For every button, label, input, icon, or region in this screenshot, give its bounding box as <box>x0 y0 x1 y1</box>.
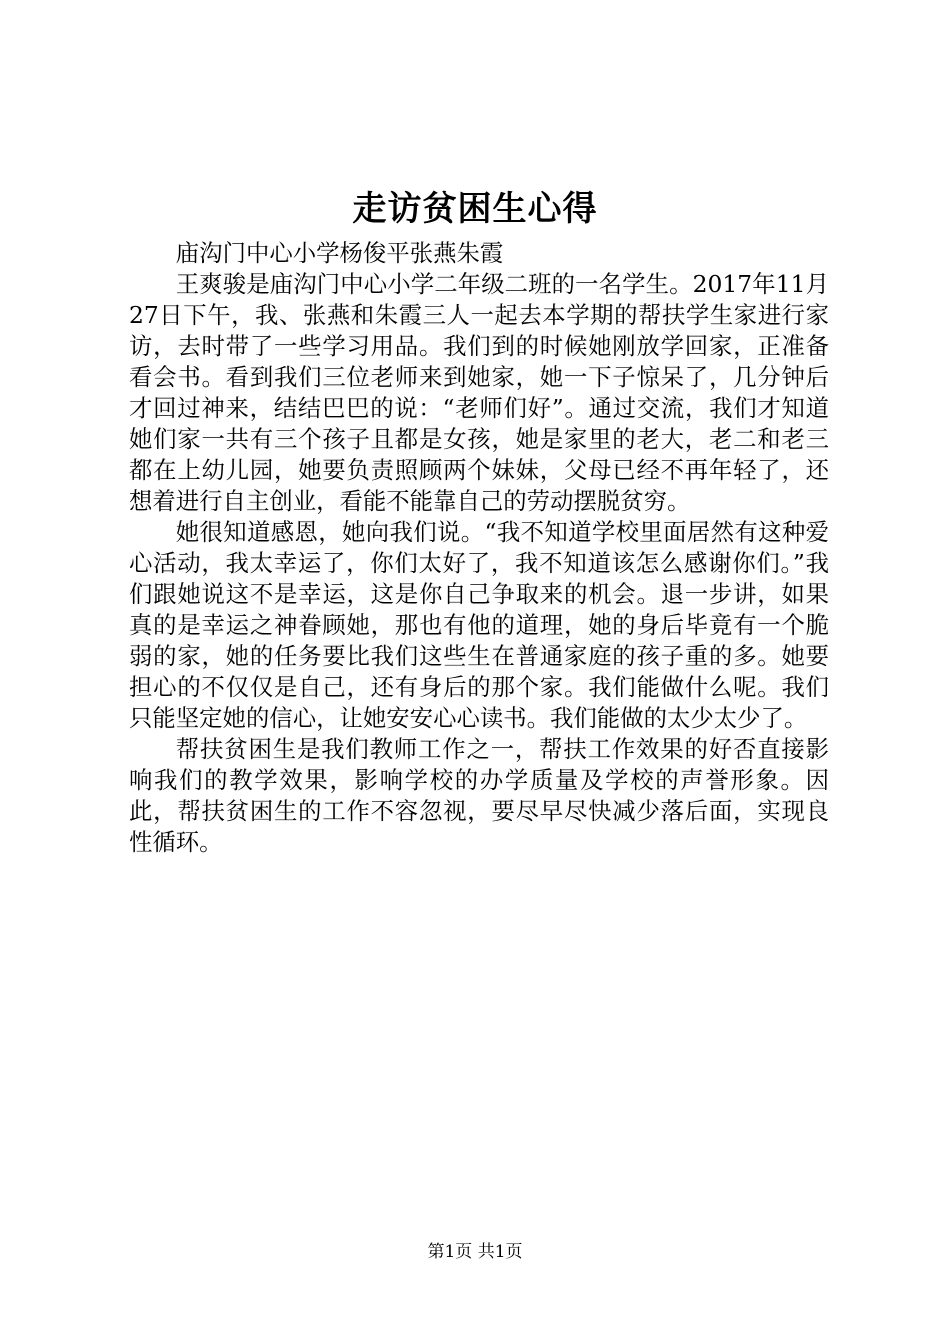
paragraph: 王爽骏是庙沟门中心小学二年级二班的一名学生。2017年11月27日下午，我、张燕和朱霞三人一起去本学期的帮扶学生家进行家访，去时带了一些学习用品。我们到的时候她刚放学回家，正准备看会书。看到我们三位老师来到她家，她一下子惊呆了，几分钟后才回过神来，结结巴巴的说：“老师们好”。通过交流，我们才知道她们家一共有三个孩子且都是女孩，她是家里的老大，老二和老三都在上幼儿园，她要负责照顾两个妹妹，父母已经不再年轻了，还想着进行自主创业，看能不能靠自己的劳动摆脱贫穷。 <box>129 270 829 515</box>
paragraph: 她很知道感恩，她向我们说。“我不知道学校里面居然有这种爱心活动，我太幸运了，你们太好了，我不知道该怎么感谢你们。”我们跟她说这不是幸运，这是你自己争取来的机会。退一步讲，如果真的是幸运之神眷顾她，那也有他的道理，她的身后毕竟有一个脆弱的家，她的任务要比我们这些生在普通家庭的孩子重的多。她要担心的不仅仅是自己，还有身后的那个家。我们能做什么呢。我们只能坚定她的信心，让她安安心心读书。我们能做的太少太少了。 <box>129 518 829 732</box>
document-body <box>129 238 829 858</box>
author-byline: 庙沟门中心小学杨俊平张燕朱霞 <box>175 239 504 267</box>
document-title: 走访贫困生心得 <box>352 189 598 229</box>
page-footer: 第1页 共1页 <box>427 1242 523 1262</box>
paragraph: 帮扶贫困生是我们教师工作之一，帮扶工作效果的好否直接影响我们的教学效果，影响学校的办学质量及学校的声誉形象。因此，帮扶贫困生的工作不容忽视，要尽早尽快减少落后面，实现良性循环。 <box>129 735 829 856</box>
